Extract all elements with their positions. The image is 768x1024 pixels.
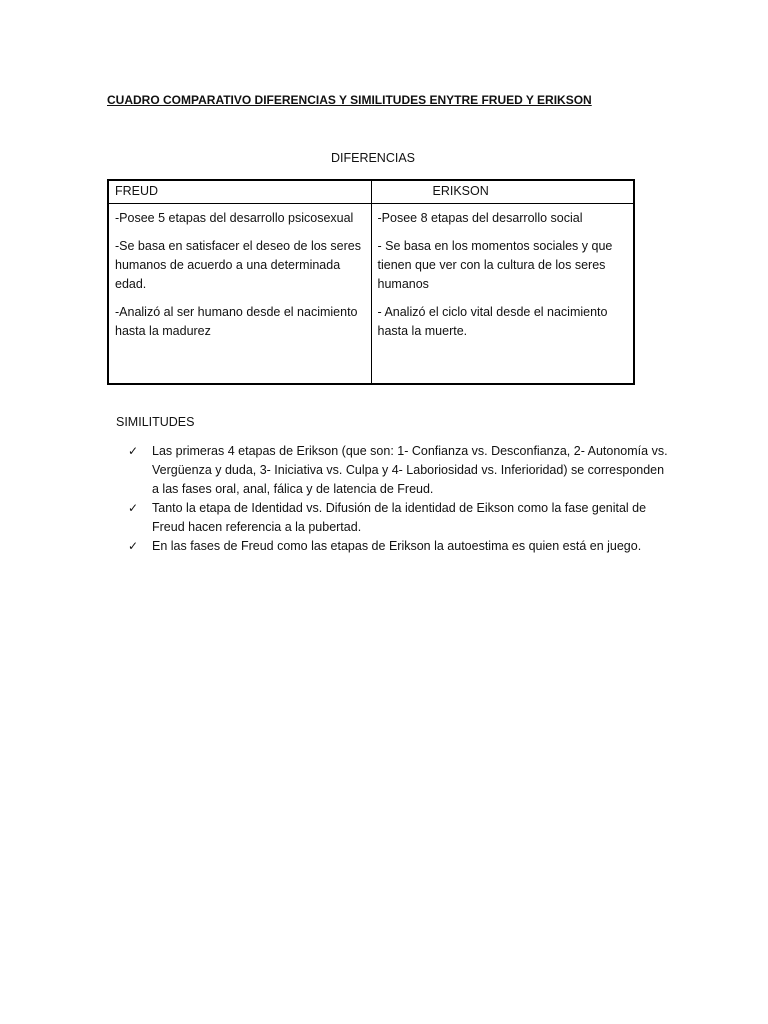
freud-point-3: -Analizó al ser humano desde el nacimiento hasta la madurez	[115, 305, 358, 338]
erikson-point-1: -Posee 8 etapas del desarrollo social	[377, 211, 583, 225]
header-erikson: ERIKSON	[371, 181, 634, 204]
table-row	[109, 204, 634, 384]
list-item	[128, 442, 668, 499]
comparison-table	[107, 179, 635, 385]
checkmark-icon: ✓	[128, 539, 139, 553]
similarity-text-2: Tanto la etapa de Identidad vs. Difusión de la identidad de Eikson como la fase genital de Freud hacen referencia a la pubertad.	[152, 501, 647, 534]
erikson-cell	[371, 204, 634, 384]
differences-heading: DIFERENCIAS	[330, 151, 416, 165]
similarity-text-1: Las primeras 4 etapas de Erikson (que son: 1- Confianza vs. Desconfianza, 2- Autonomía vs. Vergüenza y duda, 3- Iniciativa vs. Culpa y 4- Laboriosidad vs. Inferioridad) se corresponden a las fases oral, anal, fálica y de latencia de Freud.	[152, 444, 668, 496]
erikson-point-3: - Analizó el ciclo vital desde el nacimiento hasta la muerte.	[377, 305, 608, 338]
freud-point-2: -Se basa en satisfacer el deseo de los seres humanos de acuerdo a una determinada edad.	[115, 239, 361, 291]
document-title: CUADRO COMPARATIVO DIFERENCIAS Y SIMILITUDES ENYTRE FRUED Y ERIKSON	[107, 93, 592, 107]
similarity-text-3: En las fases de Freud como las etapas de Erikson la autoestima es quien está en juego.	[152, 539, 642, 553]
header-freud: FREUD	[109, 181, 372, 204]
freud-cell	[109, 204, 372, 384]
checkmark-icon: ✓	[128, 444, 139, 458]
erikson-point-2: - Se basa en los momentos sociales y que tienen que ver con la cultura de los seres humanos	[377, 239, 613, 291]
checkmark-icon: ✓	[128, 501, 139, 515]
similarities-list	[128, 442, 668, 556]
table-header-row	[109, 181, 634, 204]
list-item	[128, 499, 668, 537]
freud-point-1: -Posee 5 etapas del desarrollo psicosexual	[115, 211, 354, 225]
list-item	[128, 537, 668, 556]
similarities-heading: SIMILITUDES	[116, 415, 195, 429]
